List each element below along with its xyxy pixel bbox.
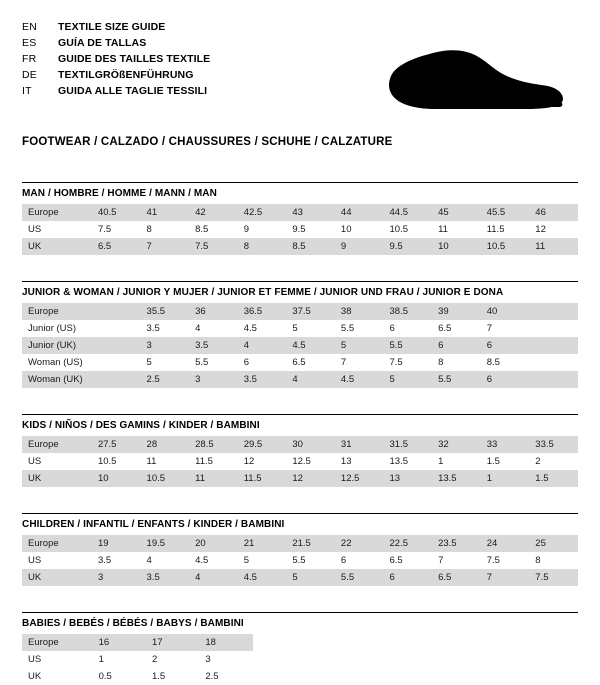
table-cell: 32 bbox=[432, 436, 481, 453]
table-cell: 30 bbox=[286, 436, 335, 453]
table-cell: 5 bbox=[335, 337, 384, 354]
row-label: Junior (UK) bbox=[22, 337, 92, 354]
table-cell: 8 bbox=[529, 552, 578, 569]
table-cell bbox=[529, 371, 578, 388]
row-label: Woman (US) bbox=[22, 354, 92, 371]
table-cell: 7 bbox=[432, 552, 481, 569]
table-cell: 37.5 bbox=[286, 303, 335, 320]
table-cell bbox=[92, 303, 141, 320]
table-cell: 42.5 bbox=[238, 204, 287, 221]
table-cell: 45.5 bbox=[481, 204, 530, 221]
table-cell: 6 bbox=[432, 337, 481, 354]
table-row bbox=[22, 552, 578, 569]
group-children bbox=[22, 513, 578, 586]
row-label: UK bbox=[22, 238, 92, 255]
table-cell: 7 bbox=[481, 320, 530, 337]
table-cell: 2.5 bbox=[141, 371, 190, 388]
row-label: Europe bbox=[22, 204, 92, 221]
table-cell: 22 bbox=[335, 535, 384, 552]
table-cell bbox=[529, 354, 578, 371]
table-cell: 11 bbox=[529, 238, 578, 255]
language-code: EN bbox=[22, 21, 37, 33]
table-cell bbox=[92, 371, 141, 388]
table-cell: 8 bbox=[238, 238, 287, 255]
table-cell bbox=[92, 320, 141, 337]
table-cell: 3 bbox=[189, 371, 238, 388]
table-cell: 6.5 bbox=[432, 569, 481, 586]
table-cell: 10.5 bbox=[92, 453, 141, 470]
table-cell: 33.5 bbox=[529, 436, 578, 453]
table-cell: 4 bbox=[189, 320, 238, 337]
group-divider bbox=[22, 182, 578, 183]
group-babies bbox=[22, 612, 578, 685]
table-cell: 2.5 bbox=[199, 668, 252, 685]
group-divider bbox=[22, 281, 578, 282]
table-cell: 13.5 bbox=[384, 453, 433, 470]
table-cell: 8 bbox=[432, 354, 481, 371]
table-cell: 3.5 bbox=[141, 320, 190, 337]
table-row bbox=[22, 371, 578, 388]
table-cell: 3.5 bbox=[238, 371, 287, 388]
table-cell: 5 bbox=[141, 354, 190, 371]
table-cell: 7 bbox=[335, 354, 384, 371]
row-label: UK bbox=[22, 470, 92, 487]
table-cell: 45 bbox=[432, 204, 481, 221]
table-cell: 6 bbox=[238, 354, 287, 371]
table-cell: 13 bbox=[384, 470, 433, 487]
size-table-junior-woman bbox=[22, 303, 578, 388]
table-cell: 6.5 bbox=[286, 354, 335, 371]
table-cell: 22.5 bbox=[384, 535, 433, 552]
table-row bbox=[22, 436, 578, 453]
table-row bbox=[22, 204, 578, 221]
table-cell: 2 bbox=[529, 453, 578, 470]
table-cell: 11 bbox=[141, 453, 190, 470]
table-cell: 18 bbox=[199, 634, 252, 651]
table-cell: 20 bbox=[189, 535, 238, 552]
table-cell: 1.5 bbox=[481, 453, 530, 470]
language-row bbox=[22, 20, 210, 34]
table-cell: 40.5 bbox=[92, 204, 141, 221]
table-cell: 25 bbox=[529, 535, 578, 552]
table-cell bbox=[92, 337, 141, 354]
row-label: UK bbox=[22, 569, 92, 586]
table-cell: 4 bbox=[141, 552, 190, 569]
table-cell: 6 bbox=[384, 320, 433, 337]
table-cell: 10 bbox=[432, 238, 481, 255]
group-divider bbox=[22, 414, 578, 415]
group-title: KIDS / NIÑOS / DES GAMINS / KINDER / BAMBINI bbox=[22, 420, 260, 431]
table-row bbox=[22, 221, 578, 238]
table-cell: 7.5 bbox=[529, 569, 578, 586]
row-label: Europe bbox=[22, 535, 92, 552]
group-title: MAN / HOMBRE / HOMME / MANN / MAN bbox=[22, 188, 217, 199]
language-title: GUIDE DES TAILLES TEXTILE bbox=[58, 53, 211, 65]
table-row bbox=[22, 354, 578, 371]
table-cell: 8.5 bbox=[481, 354, 530, 371]
row-label: US bbox=[22, 651, 93, 668]
table-cell: 12 bbox=[529, 221, 578, 238]
table-cell: 23.5 bbox=[432, 535, 481, 552]
table-cell: 3.5 bbox=[189, 337, 238, 354]
group-divider bbox=[22, 612, 578, 613]
language-row bbox=[22, 84, 210, 98]
size-table-babies bbox=[22, 634, 253, 685]
table-cell: 2 bbox=[146, 651, 199, 668]
table-cell: 17 bbox=[146, 634, 199, 651]
table-cell: 31 bbox=[335, 436, 384, 453]
table-cell: 46 bbox=[529, 204, 578, 221]
table-cell: 3 bbox=[92, 569, 141, 586]
table-cell: 3.5 bbox=[92, 552, 141, 569]
table-cell: 6.5 bbox=[384, 552, 433, 569]
language-code: IT bbox=[22, 85, 32, 97]
table-cell: 13.5 bbox=[432, 470, 481, 487]
group-junior-woman bbox=[22, 281, 578, 388]
table-cell: 5 bbox=[238, 552, 287, 569]
table-row bbox=[22, 337, 578, 354]
table-cell: 4.5 bbox=[238, 569, 287, 586]
table-cell: 0.5 bbox=[93, 668, 146, 685]
table-cell: 9 bbox=[335, 238, 384, 255]
table-cell: 11.5 bbox=[189, 453, 238, 470]
row-label: US bbox=[22, 552, 92, 569]
table-cell: 4 bbox=[238, 337, 287, 354]
table-cell: 1.5 bbox=[146, 668, 199, 685]
table-cell: 38 bbox=[335, 303, 384, 320]
language-title: GUIDA ALLE TAGLIE TESSILI bbox=[58, 85, 208, 97]
table-cell: 4.5 bbox=[238, 320, 287, 337]
table-cell: 6 bbox=[384, 569, 433, 586]
table-cell: 13 bbox=[335, 453, 384, 470]
table-cell: 9 bbox=[238, 221, 287, 238]
row-label: Europe bbox=[22, 303, 92, 320]
table-cell: 1 bbox=[432, 453, 481, 470]
table-cell: 3 bbox=[199, 651, 252, 668]
table-cell: 7.5 bbox=[481, 552, 530, 569]
table-cell: 10.5 bbox=[481, 238, 530, 255]
table-cell bbox=[529, 337, 578, 354]
page-header bbox=[22, 18, 578, 120]
table-cell: 7 bbox=[141, 238, 190, 255]
language-code: DE bbox=[22, 69, 37, 81]
table-cell: 19.5 bbox=[141, 535, 190, 552]
table-cell: 3.5 bbox=[141, 569, 190, 586]
dress-shoe-icon bbox=[370, 40, 570, 120]
table-cell: 3 bbox=[141, 337, 190, 354]
table-cell: 19 bbox=[92, 535, 141, 552]
table-cell: 4.5 bbox=[286, 337, 335, 354]
table-cell: 43 bbox=[286, 204, 335, 221]
table-row bbox=[22, 569, 578, 586]
table-cell: 33 bbox=[481, 436, 530, 453]
group-kids bbox=[22, 414, 578, 487]
table-cell: 39 bbox=[432, 303, 481, 320]
table-cell: 21 bbox=[238, 535, 287, 552]
table-cell: 1 bbox=[93, 651, 146, 668]
table-cell: 44 bbox=[335, 204, 384, 221]
table-row bbox=[22, 535, 578, 552]
table-cell: 27.5 bbox=[92, 436, 141, 453]
table-cell: 10 bbox=[335, 221, 384, 238]
language-title: GUÍA DE TALLAS bbox=[58, 37, 147, 49]
table-cell: 28 bbox=[141, 436, 190, 453]
size-table-kids bbox=[22, 436, 578, 487]
table-cell: 11.5 bbox=[238, 470, 287, 487]
table-cell: 5.5 bbox=[189, 354, 238, 371]
row-label: Woman (UK) bbox=[22, 371, 92, 388]
table-cell: 11 bbox=[432, 221, 481, 238]
row-label: Junior (US) bbox=[22, 320, 92, 337]
table-cell: 10.5 bbox=[141, 470, 190, 487]
table-cell: 9.5 bbox=[384, 238, 433, 255]
table-cell: 9.5 bbox=[286, 221, 335, 238]
table-row bbox=[22, 470, 578, 487]
table-cell: 40 bbox=[481, 303, 530, 320]
table-cell: 7.5 bbox=[384, 354, 433, 371]
table-cell: 35.5 bbox=[141, 303, 190, 320]
table-cell: 12.5 bbox=[335, 470, 384, 487]
table-cell: 6.5 bbox=[92, 238, 141, 255]
table-cell: 42 bbox=[189, 204, 238, 221]
table-cell: 7.5 bbox=[92, 221, 141, 238]
row-label: Europe bbox=[22, 634, 93, 651]
table-cell: 28.5 bbox=[189, 436, 238, 453]
row-label: US bbox=[22, 453, 92, 470]
table-cell: 5.5 bbox=[335, 320, 384, 337]
table-cell: 11 bbox=[189, 470, 238, 487]
group-divider bbox=[22, 513, 578, 514]
group-title: BABIES / BEBÉS / BÉBÉS / BABYS / BAMBINI bbox=[22, 618, 244, 629]
table-cell: 12.5 bbox=[286, 453, 335, 470]
table-cell: 5.5 bbox=[286, 552, 335, 569]
table-cell: 12 bbox=[238, 453, 287, 470]
table-row bbox=[22, 453, 578, 470]
table-cell: 6 bbox=[335, 552, 384, 569]
table-cell: 44.5 bbox=[384, 204, 433, 221]
table-row bbox=[22, 238, 578, 255]
language-title: TEXTILE SIZE GUIDE bbox=[58, 21, 166, 33]
table-cell bbox=[529, 320, 578, 337]
table-cell: 11.5 bbox=[481, 221, 530, 238]
table-cell: 1 bbox=[481, 470, 530, 487]
row-label: UK bbox=[22, 668, 93, 685]
table-cell: 1.5 bbox=[529, 470, 578, 487]
group-title: CHILDREN / INFANTIL / ENFANTS / KINDER / BAMBINI bbox=[22, 519, 285, 530]
language-row bbox=[22, 68, 210, 82]
group-title: JUNIOR & WOMAN / JUNIOR Y MUJER / JUNIOR ET FEMME / JUNIOR UND FRAU / JUNIOR E DONA bbox=[22, 287, 504, 298]
table-cell: 8.5 bbox=[189, 221, 238, 238]
table-cell: 24 bbox=[481, 535, 530, 552]
table-cell: 41 bbox=[141, 204, 190, 221]
footwear-section-title: FOOTWEAR / CALZADO / CHAUSSURES / SCHUHE / CALZATURE bbox=[22, 136, 393, 148]
table-cell: 5.5 bbox=[384, 337, 433, 354]
table-cell: 4 bbox=[189, 569, 238, 586]
table-cell: 5 bbox=[286, 320, 335, 337]
table-cell: 10 bbox=[92, 470, 141, 487]
table-cell: 21.5 bbox=[286, 535, 335, 552]
row-label: Europe bbox=[22, 436, 92, 453]
table-row bbox=[22, 651, 253, 668]
table-cell: 16 bbox=[93, 634, 146, 651]
table-cell: 5 bbox=[384, 371, 433, 388]
table-cell: 29.5 bbox=[238, 436, 287, 453]
table-cell: 4.5 bbox=[189, 552, 238, 569]
table-cell: 8.5 bbox=[286, 238, 335, 255]
size-table-children bbox=[22, 535, 578, 586]
table-cell: 4 bbox=[286, 371, 335, 388]
language-titles bbox=[22, 18, 210, 98]
table-cell: 7 bbox=[481, 569, 530, 586]
language-title: TEXTILGRÖßENFÜHRUNG bbox=[58, 69, 194, 81]
table-cell: 36 bbox=[189, 303, 238, 320]
table-cell bbox=[529, 303, 578, 320]
table-cell: 7.5 bbox=[189, 238, 238, 255]
language-code: ES bbox=[22, 37, 37, 49]
table-cell: 36.5 bbox=[238, 303, 287, 320]
language-row bbox=[22, 36, 210, 50]
group-man bbox=[22, 182, 578, 255]
table-cell: 38.5 bbox=[384, 303, 433, 320]
table-cell: 12 bbox=[286, 470, 335, 487]
table-cell: 5 bbox=[286, 569, 335, 586]
row-label: US bbox=[22, 221, 92, 238]
table-cell bbox=[92, 354, 141, 371]
table-cell: 6 bbox=[481, 371, 530, 388]
language-code: FR bbox=[22, 53, 37, 65]
language-row bbox=[22, 52, 210, 66]
table-row bbox=[22, 303, 578, 320]
table-cell: 31.5 bbox=[384, 436, 433, 453]
table-cell: 5.5 bbox=[432, 371, 481, 388]
table-row bbox=[22, 668, 253, 685]
table-cell: 6.5 bbox=[432, 320, 481, 337]
table-cell: 4.5 bbox=[335, 371, 384, 388]
table-row bbox=[22, 634, 253, 651]
size-table-man bbox=[22, 204, 578, 255]
table-cell: 6 bbox=[481, 337, 530, 354]
table-cell: 8 bbox=[141, 221, 190, 238]
table-row bbox=[22, 320, 578, 337]
table-cell: 5.5 bbox=[335, 569, 384, 586]
table-cell: 10.5 bbox=[384, 221, 433, 238]
